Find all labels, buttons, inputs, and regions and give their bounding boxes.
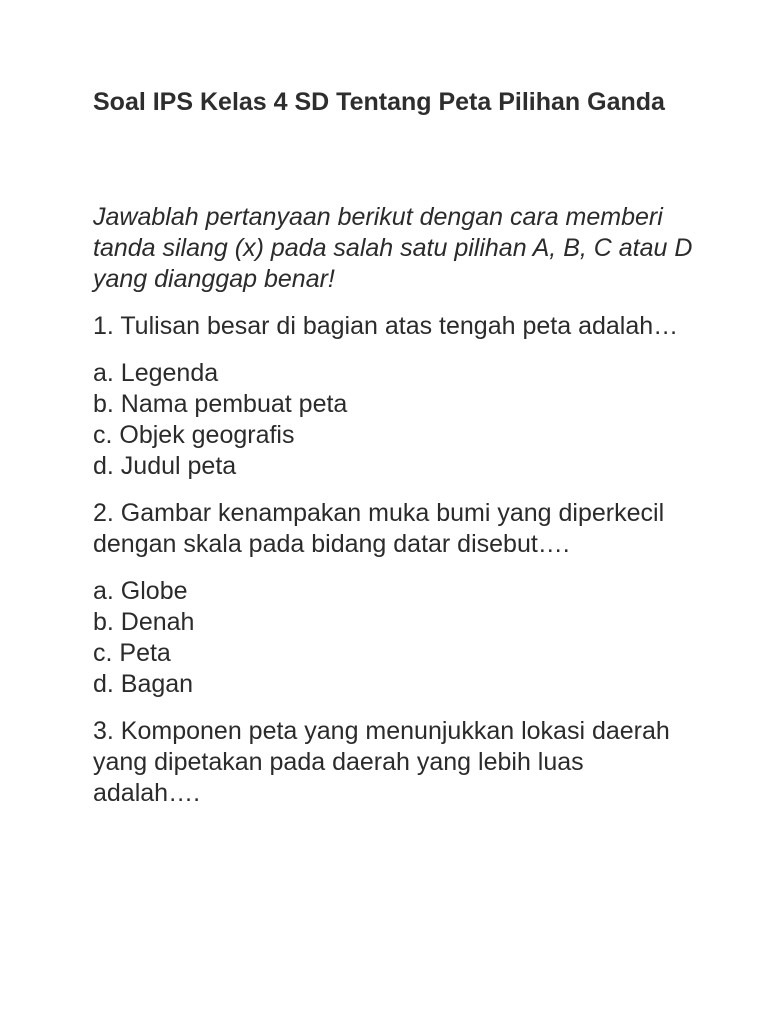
option-c: c. Objek geografis [93,421,295,449]
option-a: a. Legenda [93,359,219,387]
option-b: b. Denah [93,608,195,636]
option-b: b. Nama pembuat peta [93,390,348,418]
question-2-options [93,576,693,700]
option-d: d. Judul peta [93,452,237,480]
page-title: Soal IPS Kelas 4 SD Tentang Peta Pilihan Ganda [93,88,665,116]
option-d: d. Bagan [93,670,194,698]
question-2: 2. Gambar kenampakan muka bumi yang diperkecil dengan skala pada bidang datar disebut…. [93,499,665,558]
instruction-text: Jawablah pertanyaan berikut dengan cara memberi tanda silang (x) pada salah satu pilihan A, B, C atau D yang dianggap benar! [93,203,693,293]
question-1: 1. Tulisan besar di bagian atas tengah peta adalah… [93,312,679,340]
question-1-options [93,358,693,482]
document-body [93,87,693,809]
option-c: c. Peta [93,639,171,667]
question-3: 3. Komponen peta yang menunjukkan lokasi daerah yang dipetakan pada daerah yang lebih luas adalah…. [93,717,670,807]
option-a: a. Globe [93,577,188,605]
